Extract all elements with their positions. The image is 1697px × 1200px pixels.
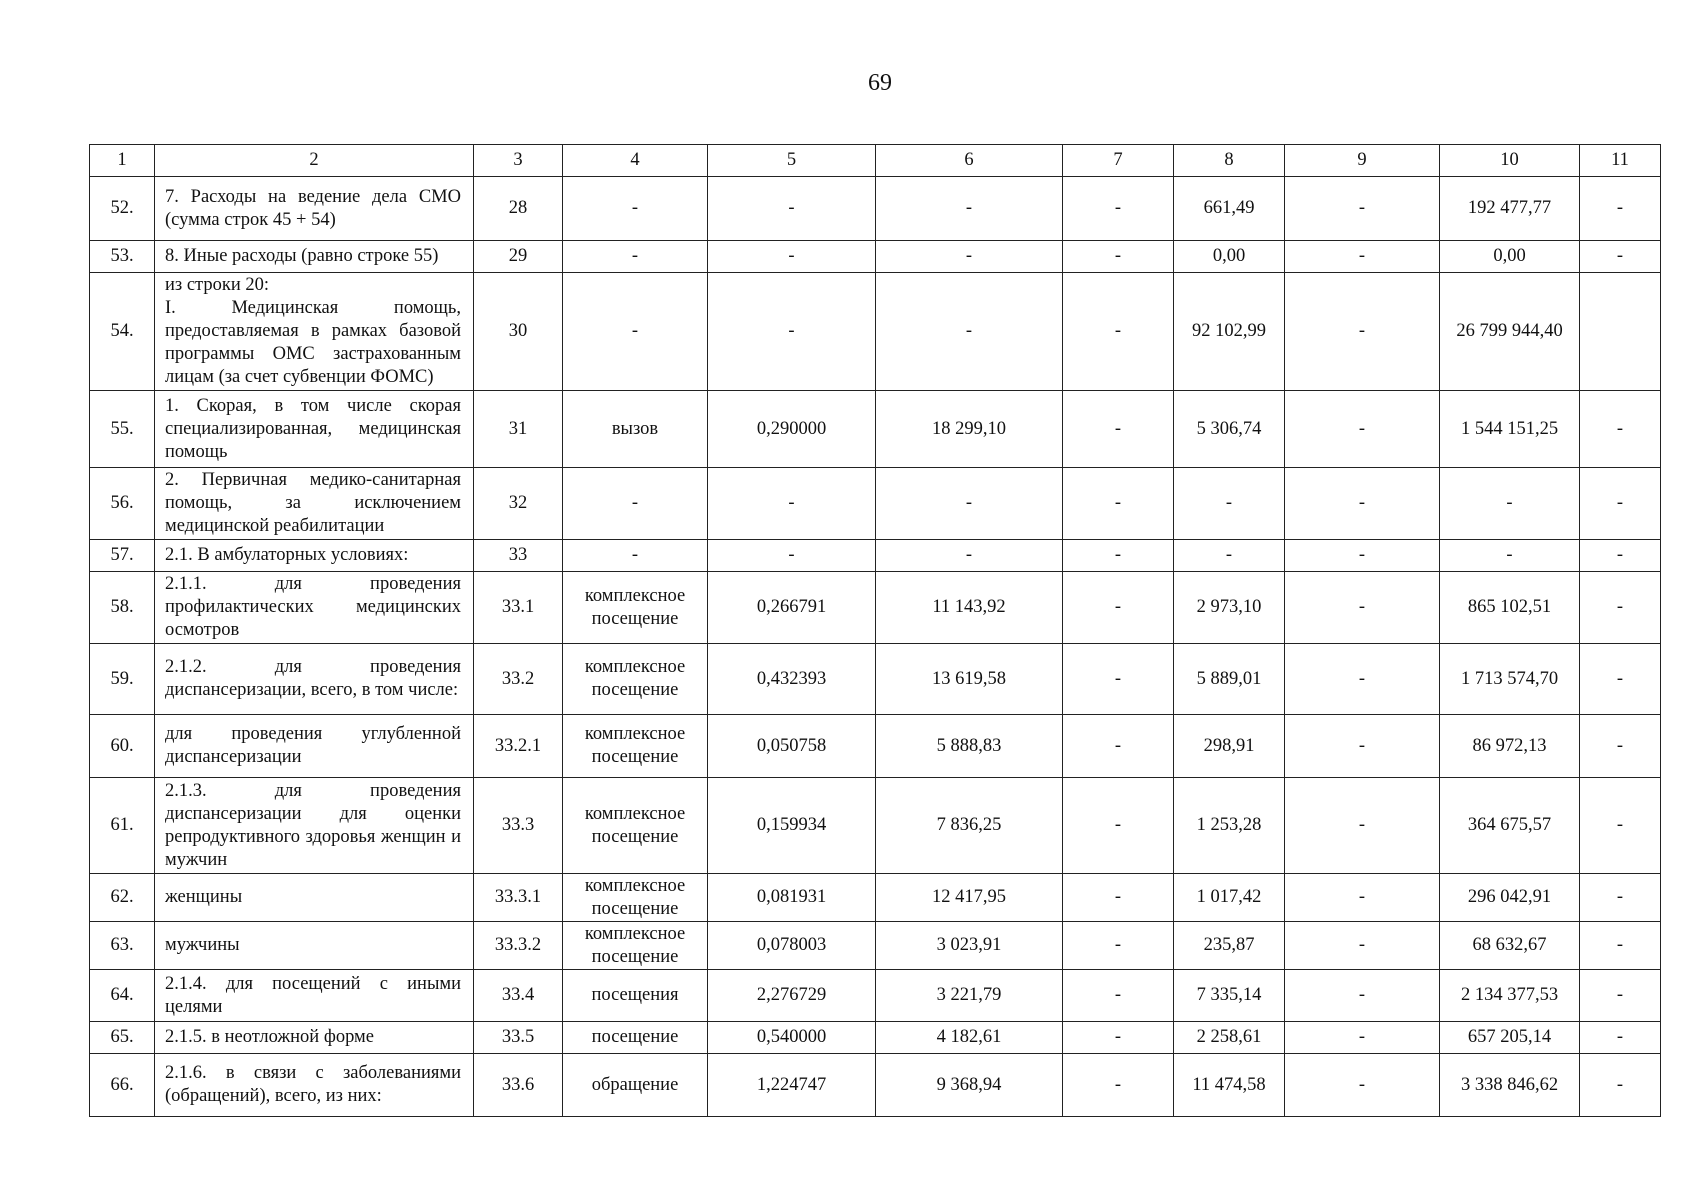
- cell-col7: -: [1063, 715, 1174, 778]
- cell-col9: -: [1285, 273, 1440, 391]
- table-row: [90, 177, 1661, 241]
- row-code: 29: [474, 241, 563, 273]
- cell-col7: -: [1063, 874, 1174, 922]
- column-header: 1: [90, 145, 155, 177]
- row-code: 30: [474, 273, 563, 391]
- cell-col6: 12 417,95: [876, 874, 1063, 922]
- row-number: 56.: [90, 468, 155, 540]
- row-code: 33.2.1: [474, 715, 563, 778]
- row-unit: -: [563, 540, 708, 572]
- row-number: 63.: [90, 922, 155, 970]
- header-row: [90, 145, 1661, 177]
- column-header: 4: [563, 145, 708, 177]
- row-unit: -: [563, 241, 708, 273]
- cell-col8: 235,87: [1174, 922, 1285, 970]
- cell-col11: -: [1580, 1054, 1661, 1117]
- row-number: 57.: [90, 540, 155, 572]
- row-unit: -: [563, 177, 708, 241]
- cell-col10: 1 544 151,25: [1440, 391, 1580, 468]
- row-number: 59.: [90, 644, 155, 715]
- row-description: из строки 20: I. Медицинская помощь, предоставляемая в рамках базовой программы ОМС застрахованным лицам (за счет субвенции ФОМС): [155, 273, 474, 391]
- row-code: 33.3.1: [474, 874, 563, 922]
- cell-col9: -: [1285, 922, 1440, 970]
- cell-col10: 0,00: [1440, 241, 1580, 273]
- cell-col11: -: [1580, 778, 1661, 874]
- cell-col9: -: [1285, 970, 1440, 1022]
- table-row: [90, 241, 1661, 273]
- row-unit: обращение: [563, 1054, 708, 1117]
- table-row: [90, 1054, 1661, 1117]
- table-row: [90, 468, 1661, 540]
- cell-col6: 3 221,79: [876, 970, 1063, 1022]
- row-number: 60.: [90, 715, 155, 778]
- cell-col6: 11 143,92: [876, 572, 1063, 644]
- cell-col8: 92 102,99: [1174, 273, 1285, 391]
- cell-col5: 0,159934: [708, 778, 876, 874]
- cell-col5: -: [708, 540, 876, 572]
- row-description: 2.1. В амбулаторных условиях:: [155, 540, 474, 572]
- table-row: [90, 540, 1661, 572]
- cell-col6: -: [876, 177, 1063, 241]
- column-header: 11: [1580, 145, 1661, 177]
- row-number: 52.: [90, 177, 155, 241]
- row-number: 55.: [90, 391, 155, 468]
- table-row: [90, 644, 1661, 715]
- row-description: 2.1.1. для проведения профилактических медицинских осмотров: [155, 572, 474, 644]
- table-row: [90, 572, 1661, 644]
- cell-col8: 1 017,42: [1174, 874, 1285, 922]
- cell-col6: 9 368,94: [876, 1054, 1063, 1117]
- row-unit: комплексное посещение: [563, 715, 708, 778]
- cell-col8: 7 335,14: [1174, 970, 1285, 1022]
- row-unit: комплексное посещение: [563, 778, 708, 874]
- row-description: для проведения углубленной диспансеризации: [155, 715, 474, 778]
- column-header: 3: [474, 145, 563, 177]
- row-unit: вызов: [563, 391, 708, 468]
- row-code: 33.1: [474, 572, 563, 644]
- column-header: 9: [1285, 145, 1440, 177]
- row-unit: комплексное посещение: [563, 874, 708, 922]
- cell-col7: -: [1063, 778, 1174, 874]
- row-description: 2.1.6. в связи с заболеваниями (обращений), всего, из них:: [155, 1054, 474, 1117]
- row-unit: комплексное посещение: [563, 644, 708, 715]
- row-number: 66.: [90, 1054, 155, 1117]
- cell-col8: 11 474,58: [1174, 1054, 1285, 1117]
- cell-col7: -: [1063, 922, 1174, 970]
- cell-col8: 5 306,74: [1174, 391, 1285, 468]
- cell-col6: -: [876, 273, 1063, 391]
- column-header: 7: [1063, 145, 1174, 177]
- cell-col11: -: [1580, 1022, 1661, 1054]
- cell-col7: -: [1063, 1054, 1174, 1117]
- row-description: мужчины: [155, 922, 474, 970]
- cell-col10: 86 972,13: [1440, 715, 1580, 778]
- table-row: [90, 778, 1661, 874]
- data-table: [89, 144, 1661, 1117]
- row-description: 2.1.4. для посещений с иными целями: [155, 970, 474, 1022]
- cell-col6: 18 299,10: [876, 391, 1063, 468]
- column-header: 5: [708, 145, 876, 177]
- table-row: [90, 715, 1661, 778]
- cell-col9: -: [1285, 241, 1440, 273]
- column-header: 8: [1174, 145, 1285, 177]
- cell-col9: -: [1285, 1022, 1440, 1054]
- cell-col11: -: [1580, 468, 1661, 540]
- row-code: 33.4: [474, 970, 563, 1022]
- cell-col7: -: [1063, 644, 1174, 715]
- row-code: 33.6: [474, 1054, 563, 1117]
- cell-col11: -: [1580, 922, 1661, 970]
- row-description: 2.1.3. для проведения диспансеризации для оценки репродуктивного здоровья женщин и мужчин: [155, 778, 474, 874]
- row-number: 53.: [90, 241, 155, 273]
- cell-col10: -: [1440, 540, 1580, 572]
- row-description: 1. Скорая, в том числе скорая специализированная, медицинская помощь: [155, 391, 474, 468]
- cell-col9: -: [1285, 778, 1440, 874]
- row-description: 8. Иные расходы (равно строке 55): [155, 241, 474, 273]
- cell-col6: -: [876, 540, 1063, 572]
- cell-col5: 0,290000: [708, 391, 876, 468]
- cell-col10: 1 713 574,70: [1440, 644, 1580, 715]
- cell-col9: -: [1285, 391, 1440, 468]
- cell-col9: -: [1285, 540, 1440, 572]
- cell-col7: -: [1063, 540, 1174, 572]
- cell-col10: 192 477,77: [1440, 177, 1580, 241]
- row-number: 54.: [90, 273, 155, 391]
- cell-col5: 0,540000: [708, 1022, 876, 1054]
- cell-col9: -: [1285, 572, 1440, 644]
- row-code: 33.5: [474, 1022, 563, 1054]
- row-code: 33.3.2: [474, 922, 563, 970]
- cell-col7: -: [1063, 468, 1174, 540]
- row-description: 2.1.5. в неотложной форме: [155, 1022, 474, 1054]
- row-number: 62.: [90, 874, 155, 922]
- row-unit: -: [563, 468, 708, 540]
- cell-col10: 657 205,14: [1440, 1022, 1580, 1054]
- cell-col6: 13 619,58: [876, 644, 1063, 715]
- cell-col6: -: [876, 468, 1063, 540]
- cell-col11: -: [1580, 644, 1661, 715]
- cell-col8: -: [1174, 468, 1285, 540]
- cell-col11: [1580, 273, 1661, 391]
- row-code: 32: [474, 468, 563, 540]
- cell-col5: 0,432393: [708, 644, 876, 715]
- cell-col7: -: [1063, 970, 1174, 1022]
- column-header: 2: [155, 145, 474, 177]
- row-number: 64.: [90, 970, 155, 1022]
- cell-col11: -: [1580, 874, 1661, 922]
- table-row: [90, 874, 1661, 922]
- cell-col5: -: [708, 241, 876, 273]
- row-number: 65.: [90, 1022, 155, 1054]
- row-description: 2. Первичная медико-санитарная помощь, за исключением медицинской реабилитации: [155, 468, 474, 540]
- cell-col8: 5 889,01: [1174, 644, 1285, 715]
- cell-col8: 2 258,61: [1174, 1022, 1285, 1054]
- cell-col5: -: [708, 273, 876, 391]
- cell-col5: 2,276729: [708, 970, 876, 1022]
- row-description: женщины: [155, 874, 474, 922]
- row-code: 33: [474, 540, 563, 572]
- cell-col9: -: [1285, 468, 1440, 540]
- cell-col11: -: [1580, 715, 1661, 778]
- cell-col7: -: [1063, 177, 1174, 241]
- cell-col10: -: [1440, 468, 1580, 540]
- cell-col11: -: [1580, 540, 1661, 572]
- cell-col10: 865 102,51: [1440, 572, 1580, 644]
- cell-col10: 364 675,57: [1440, 778, 1580, 874]
- cell-col8: 661,49: [1174, 177, 1285, 241]
- row-description: 2.1.2. для проведения диспансеризации, всего, в том числе:: [155, 644, 474, 715]
- cell-col5: -: [708, 177, 876, 241]
- cell-col5: -: [708, 468, 876, 540]
- cell-col6: 5 888,83: [876, 715, 1063, 778]
- cell-col10: 296 042,91: [1440, 874, 1580, 922]
- row-unit: -: [563, 273, 708, 391]
- cell-col9: -: [1285, 715, 1440, 778]
- table-row: [90, 391, 1661, 468]
- cell-col11: -: [1580, 241, 1661, 273]
- cell-col5: 0,078003: [708, 922, 876, 970]
- cell-col7: -: [1063, 391, 1174, 468]
- cell-col8: 0,00: [1174, 241, 1285, 273]
- table-row: [90, 1022, 1661, 1054]
- cell-col7: -: [1063, 241, 1174, 273]
- column-header: 10: [1440, 145, 1580, 177]
- row-unit: посещения: [563, 970, 708, 1022]
- row-code: 31: [474, 391, 563, 468]
- page-number: 69: [868, 70, 892, 96]
- cell-col10: 2 134 377,53: [1440, 970, 1580, 1022]
- cell-col10: 26 799 944,40: [1440, 273, 1580, 391]
- cell-col9: -: [1285, 644, 1440, 715]
- cell-col9: -: [1285, 1054, 1440, 1117]
- cell-col10: 3 338 846,62: [1440, 1054, 1580, 1117]
- row-description: 7. Расходы на ведение дела СМО (сумма строк 45 + 54): [155, 177, 474, 241]
- cell-col11: -: [1580, 572, 1661, 644]
- cell-col7: -: [1063, 572, 1174, 644]
- column-header: 6: [876, 145, 1063, 177]
- cell-col11: -: [1580, 970, 1661, 1022]
- row-unit: комплексное посещение: [563, 922, 708, 970]
- cell-col5: 0,081931: [708, 874, 876, 922]
- cell-col8: 2 973,10: [1174, 572, 1285, 644]
- table-row: [90, 922, 1661, 970]
- cell-col6: -: [876, 241, 1063, 273]
- cell-col6: 7 836,25: [876, 778, 1063, 874]
- cell-col5: 1,224747: [708, 1054, 876, 1117]
- cell-col5: 0,050758: [708, 715, 876, 778]
- cell-col10: 68 632,67: [1440, 922, 1580, 970]
- row-unit: посещение: [563, 1022, 708, 1054]
- cell-col6: 4 182,61: [876, 1022, 1063, 1054]
- table-row: [90, 970, 1661, 1022]
- cell-col9: -: [1285, 177, 1440, 241]
- cell-col8: -: [1174, 540, 1285, 572]
- row-unit: комплексное посещение: [563, 572, 708, 644]
- row-number: 61.: [90, 778, 155, 874]
- cell-col9: -: [1285, 874, 1440, 922]
- cell-col7: -: [1063, 1022, 1174, 1054]
- cell-col8: 1 253,28: [1174, 778, 1285, 874]
- table-row: [90, 273, 1661, 391]
- row-number: 58.: [90, 572, 155, 644]
- cell-col7: -: [1063, 273, 1174, 391]
- cell-col5: 0,266791: [708, 572, 876, 644]
- cell-col11: -: [1580, 391, 1661, 468]
- row-code: 33.3: [474, 778, 563, 874]
- cell-col11: -: [1580, 177, 1661, 241]
- cell-col8: 298,91: [1174, 715, 1285, 778]
- cell-col6: 3 023,91: [876, 922, 1063, 970]
- row-code: 28: [474, 177, 563, 241]
- row-code: 33.2: [474, 644, 563, 715]
